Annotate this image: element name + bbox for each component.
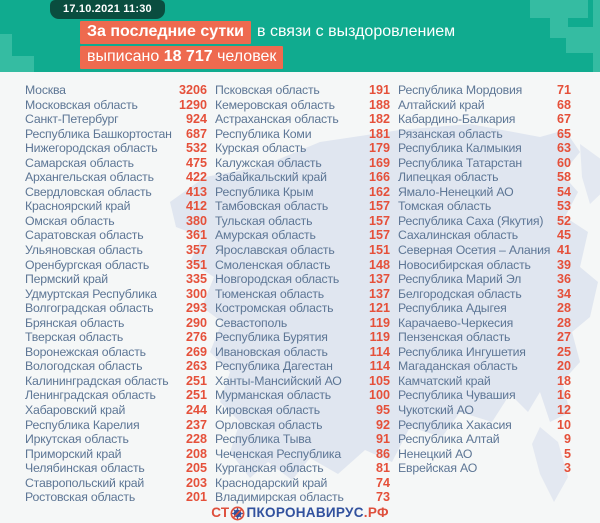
region-name: Республика Карелия xyxy=(25,417,140,432)
regions-column-3 xyxy=(398,83,571,476)
region-row xyxy=(215,461,390,476)
region-value: 36 xyxy=(556,272,571,287)
region-row xyxy=(215,272,390,287)
region-name: Курганская область xyxy=(215,461,324,476)
region-value: 16 xyxy=(556,388,571,403)
region-value: 182 xyxy=(368,112,390,127)
region-name: Ленинградская область xyxy=(25,388,156,403)
timestamp-text: 17.10.2021 11:30 xyxy=(63,3,152,15)
region-row xyxy=(215,170,390,185)
region-name: Свердловская область xyxy=(25,184,152,199)
region-value: 119 xyxy=(369,315,390,330)
discharged-count: 18 717 xyxy=(163,48,213,65)
region-value: 157 xyxy=(368,199,390,214)
region-name: Амурская область xyxy=(215,228,316,243)
region-row xyxy=(398,287,571,302)
region-value: 148 xyxy=(368,257,390,272)
region-value: 39 xyxy=(556,257,571,272)
region-value: 208 xyxy=(185,446,207,461)
region-row xyxy=(215,403,390,418)
region-row xyxy=(25,98,207,113)
headline-line2 xyxy=(80,46,455,69)
region-name: Нижегородская область xyxy=(25,141,158,156)
region-row xyxy=(215,432,390,447)
region-row xyxy=(398,98,571,113)
region-row xyxy=(215,258,390,273)
region-name: Камчатский край xyxy=(398,373,491,388)
region-value: 335 xyxy=(185,272,207,287)
region-name: Сахалинская область xyxy=(398,228,518,243)
region-value: 169 xyxy=(368,155,390,170)
region-row xyxy=(215,199,390,214)
region-row xyxy=(215,476,390,491)
region-name: Чукотский АО xyxy=(398,403,474,418)
region-row xyxy=(25,127,207,142)
region-name: Тюменская область xyxy=(215,286,324,301)
region-name: Республика Башкортостан xyxy=(25,126,172,141)
region-row xyxy=(398,432,571,447)
region-row xyxy=(398,388,571,403)
region-row xyxy=(215,418,390,433)
region-row xyxy=(215,447,390,462)
region-name: Курская область xyxy=(215,141,307,156)
region-value: 166 xyxy=(368,170,390,185)
region-name: Ханты-Мансийский АО xyxy=(215,373,342,388)
region-row xyxy=(215,345,390,360)
logo-suffix: .РФ xyxy=(363,504,389,520)
region-name: Тульская область xyxy=(215,213,313,228)
region-row xyxy=(25,156,207,171)
region-name: Республика Адыгея xyxy=(398,301,507,316)
region-row xyxy=(398,345,571,360)
region-row xyxy=(25,301,207,316)
region-value: 114 xyxy=(369,344,390,359)
region-name: Республика Алтай xyxy=(398,432,500,447)
region-row xyxy=(215,388,390,403)
region-row xyxy=(25,403,207,418)
region-value: 28 xyxy=(556,301,571,316)
region-name: Оренбургская область xyxy=(25,257,150,272)
region-value: 34 xyxy=(556,286,571,301)
region-name: Волгоградская область xyxy=(25,301,154,316)
region-row xyxy=(25,214,207,229)
region-value: 3206 xyxy=(178,83,207,97)
region-row xyxy=(25,185,207,200)
region-row xyxy=(25,476,207,491)
region-row xyxy=(25,447,207,462)
headline-highlight-1: За последние сутки xyxy=(80,21,251,44)
region-value: 179 xyxy=(368,141,390,156)
region-row xyxy=(215,141,390,156)
region-name: Ставропольский край xyxy=(25,475,145,490)
stopcoronavirus-logo xyxy=(0,505,600,520)
plus-icon xyxy=(566,0,600,72)
logo-middle: ПКОРОНАВИРУС xyxy=(246,504,364,520)
region-row xyxy=(398,243,571,258)
region-value: 269 xyxy=(185,344,207,359)
region-value: 357 xyxy=(185,243,207,258)
region-value: 20 xyxy=(556,359,571,374)
region-name: Удмуртская Республика xyxy=(25,286,157,301)
region-row xyxy=(25,359,207,374)
region-row xyxy=(25,112,207,127)
region-row xyxy=(25,272,207,287)
region-name: Республика Мордовия xyxy=(398,83,523,97)
region-value: 293 xyxy=(185,301,207,316)
region-value: 3 xyxy=(563,461,571,476)
region-name: Республика Марий Эл xyxy=(398,272,522,287)
region-name: Белгородская область xyxy=(398,286,522,301)
region-row xyxy=(398,156,571,171)
timestamp-badge xyxy=(50,0,165,19)
region-value: 5 xyxy=(563,446,571,461)
region-row xyxy=(25,243,207,258)
region-name: Смоленская область xyxy=(215,257,331,272)
region-name: Краснодарский край xyxy=(215,475,328,490)
region-name: Республика Коми xyxy=(215,126,312,141)
region-name: Магаданская область xyxy=(398,359,518,374)
region-row xyxy=(398,258,571,273)
region-name: Карачаево-Черкесия xyxy=(398,315,514,330)
region-row xyxy=(398,170,571,185)
region-row xyxy=(25,316,207,331)
region-row xyxy=(25,418,207,433)
region-value: 100 xyxy=(368,388,390,403)
region-value: 157 xyxy=(368,228,390,243)
region-name: Хабаровский край xyxy=(25,403,126,418)
region-row xyxy=(25,461,207,476)
header-banner xyxy=(0,0,600,72)
region-row xyxy=(215,490,390,505)
region-row xyxy=(398,214,571,229)
region-value: 244 xyxy=(185,403,207,418)
region-value: 351 xyxy=(185,257,207,272)
virus-icon xyxy=(230,506,245,521)
region-row xyxy=(215,156,390,171)
region-name: Псковская область xyxy=(215,83,320,97)
region-value: 53 xyxy=(556,199,571,214)
region-value: 121 xyxy=(368,301,390,316)
region-name: Калининградская область xyxy=(25,373,169,388)
region-row xyxy=(398,316,571,331)
region-name: Тверская область xyxy=(25,330,124,345)
region-name: Архангельская область xyxy=(25,170,154,185)
region-name: Кировская область xyxy=(215,403,320,418)
region-name: Республика Крым xyxy=(215,184,314,199)
region-name: Республика Бурятия xyxy=(215,330,328,345)
region-value: 9 xyxy=(563,432,571,447)
region-name: Республика Хакасия xyxy=(398,417,512,432)
region-row xyxy=(215,98,390,113)
region-row xyxy=(25,141,207,156)
region-value: 162 xyxy=(368,184,390,199)
region-row xyxy=(25,258,207,273)
region-row xyxy=(25,330,207,345)
region-value: 263 xyxy=(185,359,207,374)
region-row xyxy=(215,330,390,345)
region-value: 58 xyxy=(556,170,571,185)
region-name: Ивановская область xyxy=(215,344,328,359)
region-value: 73 xyxy=(375,490,390,505)
region-name: Вологодская область xyxy=(25,359,143,374)
region-value: 25 xyxy=(556,344,571,359)
region-value: 12 xyxy=(556,403,571,418)
region-value: 205 xyxy=(185,461,207,476)
region-name: Брянская область xyxy=(25,315,125,330)
region-value: 924 xyxy=(185,112,207,127)
region-value: 71 xyxy=(556,83,571,97)
region-name: Омская область xyxy=(25,213,115,228)
region-row xyxy=(215,127,390,142)
region-row xyxy=(398,112,571,127)
region-value: 114 xyxy=(369,359,390,374)
region-value: 228 xyxy=(185,432,207,447)
region-row xyxy=(25,170,207,185)
region-name: Астраханская область xyxy=(215,112,339,127)
region-value: 105 xyxy=(368,373,390,388)
region-value: 27 xyxy=(556,330,571,345)
region-value: 201 xyxy=(185,490,207,505)
region-value: 413 xyxy=(185,184,207,199)
region-row xyxy=(25,228,207,243)
region-name: Томская область xyxy=(398,199,492,214)
region-value: 41 xyxy=(556,243,571,258)
region-row xyxy=(25,374,207,389)
region-value: 361 xyxy=(185,228,207,243)
region-name: Воронежская область xyxy=(25,344,146,359)
region-value: 191 xyxy=(368,83,390,97)
headline xyxy=(80,21,455,71)
region-name: Республика Дагестан xyxy=(215,359,333,374)
region-row xyxy=(215,359,390,374)
region-name: Алтайский край xyxy=(398,97,485,112)
region-value: 91 xyxy=(375,432,390,447)
region-row xyxy=(25,388,207,403)
region-name: Мурманская область xyxy=(215,388,331,403)
region-row xyxy=(215,214,390,229)
region-row xyxy=(215,374,390,389)
region-row xyxy=(215,83,390,98)
region-row xyxy=(215,287,390,302)
region-row xyxy=(215,301,390,316)
region-value: 60 xyxy=(556,155,571,170)
region-name: Челябинская область xyxy=(25,461,145,476)
region-value: 137 xyxy=(368,272,390,287)
headline-highlight-2: выписано 18 717 человек xyxy=(80,46,283,69)
region-name: Республика Чувашия xyxy=(398,388,516,403)
region-name: Липецкая область xyxy=(398,170,499,185)
region-value: 54 xyxy=(556,184,571,199)
region-name: Еврейская АО xyxy=(398,461,478,476)
region-name: Самарская область xyxy=(25,155,134,170)
region-row xyxy=(215,243,390,258)
region-row xyxy=(25,83,207,98)
region-name: Республика Саха (Якутия) xyxy=(398,213,544,228)
region-name: Пензенская область xyxy=(398,330,511,345)
region-row xyxy=(398,301,571,316)
region-name: Московская область xyxy=(25,97,138,112)
region-name: Новосибирская область xyxy=(398,257,531,272)
region-value: 92 xyxy=(375,417,390,432)
region-value: 412 xyxy=(185,199,207,214)
region-row xyxy=(398,199,571,214)
headline-rest: в связи с выздоровлением xyxy=(257,23,456,40)
region-name: Ульяновская область xyxy=(25,243,143,258)
region-value: 65 xyxy=(556,126,571,141)
region-row xyxy=(215,316,390,331)
region-value: 95 xyxy=(375,403,390,418)
region-value: 63 xyxy=(556,141,571,156)
regions-column-2 xyxy=(215,83,390,505)
region-row xyxy=(398,228,571,243)
region-value: 119 xyxy=(369,330,390,345)
region-row xyxy=(25,199,207,214)
region-value: 532 xyxy=(185,141,207,156)
region-name: Северная Осетия – Алания xyxy=(398,243,551,258)
region-value: 203 xyxy=(185,475,207,490)
region-row xyxy=(398,185,571,200)
region-name: Республика Тыва xyxy=(215,432,312,447)
region-row xyxy=(398,141,571,156)
region-value: 1290 xyxy=(178,97,207,112)
region-name: Ненецкий АО xyxy=(398,446,473,461)
region-name: Тамбовская область xyxy=(215,199,329,214)
region-name: Пермский край xyxy=(25,272,108,287)
region-name: Рязанская область xyxy=(398,126,503,141)
region-name: Севастополь xyxy=(215,315,288,330)
region-value: 67 xyxy=(556,112,571,127)
plus-icon xyxy=(0,34,34,72)
region-value: 188 xyxy=(368,97,390,112)
region-name: Республика Татарстан xyxy=(398,155,523,170)
region-value: 290 xyxy=(185,315,207,330)
region-row xyxy=(25,345,207,360)
region-name: Новгородская область xyxy=(215,272,340,287)
region-value: 422 xyxy=(185,170,207,185)
region-name: Ярославская область xyxy=(215,243,335,258)
region-row xyxy=(398,418,571,433)
region-name: Чеченская Республика xyxy=(215,446,341,461)
region-name: Республика Калмыкия xyxy=(398,141,522,156)
region-name: Иркутская область xyxy=(25,432,129,447)
region-value: 137 xyxy=(368,286,390,301)
region-name: Республика Ингушетия xyxy=(398,344,526,359)
region-row xyxy=(215,112,390,127)
region-value: 10 xyxy=(556,417,571,432)
region-value: 251 xyxy=(185,388,207,403)
region-row xyxy=(398,272,571,287)
region-value: 276 xyxy=(185,330,207,345)
region-name: Красноярский край xyxy=(25,199,131,214)
region-value: 18 xyxy=(556,373,571,388)
region-row xyxy=(398,374,571,389)
region-name: Владимирская область xyxy=(215,490,344,505)
region-row xyxy=(398,403,571,418)
region-name: Ростовская область xyxy=(25,490,136,505)
headline-line1 xyxy=(80,21,455,44)
regions-panel xyxy=(0,72,600,523)
region-row xyxy=(398,359,571,374)
region-row xyxy=(25,432,207,447)
region-name: Забайкальский край xyxy=(215,170,327,185)
region-value: 86 xyxy=(375,446,390,461)
region-value: 81 xyxy=(375,461,390,476)
logo-prefix: СТ xyxy=(211,504,230,520)
region-name: Калужская область xyxy=(215,155,322,170)
region-name: Приморский край xyxy=(25,446,122,461)
region-row xyxy=(25,490,207,505)
region-value: 181 xyxy=(368,126,390,141)
region-value: 475 xyxy=(185,155,207,170)
region-value: 251 xyxy=(185,373,207,388)
region-row xyxy=(398,447,571,462)
region-value: 68 xyxy=(556,97,571,112)
region-name: Ямало-Ненецкий АО xyxy=(398,184,514,199)
region-name: Орловская область xyxy=(215,417,323,432)
region-value: 151 xyxy=(368,243,390,258)
region-row xyxy=(398,461,571,476)
region-row xyxy=(215,228,390,243)
region-value: 300 xyxy=(185,286,207,301)
regions-column-1 xyxy=(25,83,207,505)
region-name: Кабардино-Балкария xyxy=(398,112,516,127)
region-value: 237 xyxy=(185,417,207,432)
region-name: Саратовская область xyxy=(25,228,144,243)
region-name: Москва xyxy=(25,83,66,97)
region-row xyxy=(398,83,571,98)
region-name: Кемеровская область xyxy=(215,97,335,112)
region-value: 45 xyxy=(556,228,571,243)
region-row xyxy=(215,185,390,200)
region-value: 74 xyxy=(375,475,390,490)
region-value: 380 xyxy=(185,213,207,228)
region-row xyxy=(398,127,571,142)
region-name: Санкт-Петербург xyxy=(25,112,119,127)
region-value: 28 xyxy=(556,315,571,330)
region-value: 687 xyxy=(185,126,207,141)
region-row xyxy=(398,330,571,345)
region-value: 157 xyxy=(368,213,390,228)
region-value: 52 xyxy=(556,213,571,228)
regions-table xyxy=(25,83,571,505)
region-row xyxy=(25,287,207,302)
region-name: Костромская область xyxy=(215,301,334,316)
